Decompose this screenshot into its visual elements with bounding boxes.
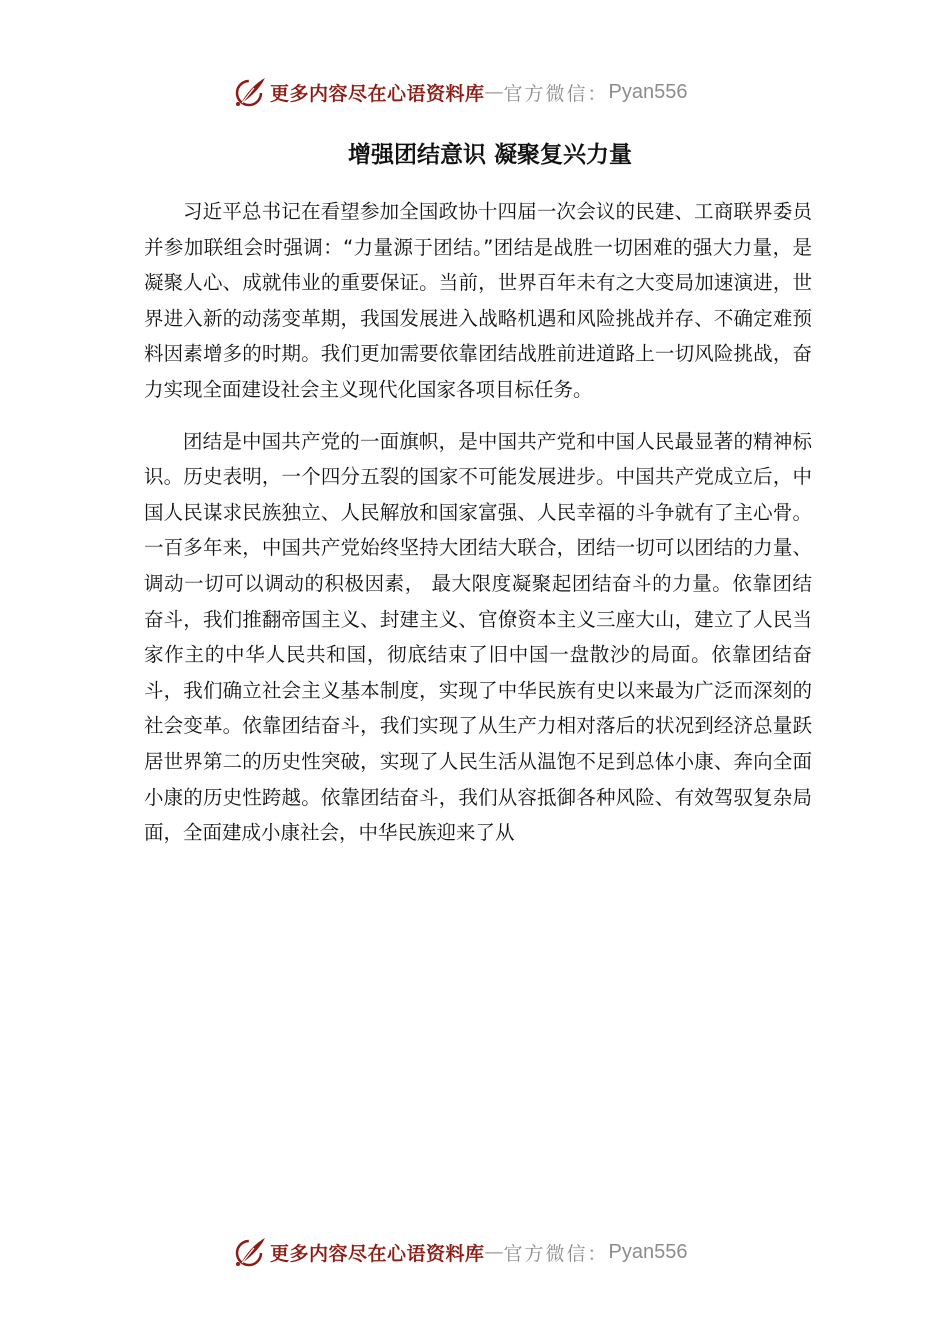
brand-text: 更多内容尽在心语资料库 [270,82,485,105]
wechat-label: 官方微信： [503,82,609,105]
quill-logo-icon [232,74,268,110]
wechat-label: 官方微信： [503,1242,609,1265]
document-body [144,194,812,851]
separator-dash: — [484,1241,504,1263]
paragraph-2: 团结是中国共产党的一面旗帜，是中国共产党和中国人民最显著的精神标识。历史表明，一个四分五裂的国家不可能发展进步。中国共产党成立后，中国人民谋求民族独立、人民解放和国家富强、人民幸福的斗争就有了主心骨。一百多年来，中国共产党始终坚持大团结大联合，团结一切可以团结的力量、调动一切可以调动的积极因素， 最大限度凝聚起团结奋斗的力量。依靠团结奋斗，我们推翻帝国主义、封建主义、官僚资本主义三座大山，建立了人民当家作主的中华人民共和国，彻底结束了旧中国一盘散沙的局面。依靠团结奋斗，我们确立社会主义基本制度，实现了中华民族有史以来最为广泛而深刻的社会变革。依靠团结奋斗，我们实现了从生产力相对落后的状况到经济总量跃居世界第二的历史性突破，实现了人民生活从温饱不足到总体小康、奔向全面小康的历史性跨越。依靠团结奋斗，我们从容抵御各种风险、有效驾驭复杂局面，全面建成小康社会，中华民族迎来了从 [144,429,812,845]
paragraph-1: 习近平总书记在看望参加全国政协十四届一次会议的民建、工商联界委员并参加联组会时强调：“力量源于团结。”团结是战胜一切困难的强大力量，是凝聚人心、成就伟业的重要保证。当前，世界百年未有之大变局加速演进，世界进入新的动荡变革期，我国发展进入战略机遇和风险挑战并存、不确定难预料因素增多的时期。我们更加需要依靠团结战胜前进道路上一切风险挑战，奋力实现全面建设社会主义现代化国家各项目标任务。 [144,200,812,401]
document-title: 增强团结意识 凝聚复兴力量 [347,142,632,168]
brand-text: 更多内容尽在心语资料库 [270,1242,485,1265]
header-banner [0,72,950,112]
separator-dash: — [484,81,504,103]
quill-logo-icon [232,1234,268,1270]
footer-banner [0,1232,950,1272]
wechat-id: Pyan556 [608,1240,688,1263]
wechat-id: Pyan556 [608,80,688,103]
